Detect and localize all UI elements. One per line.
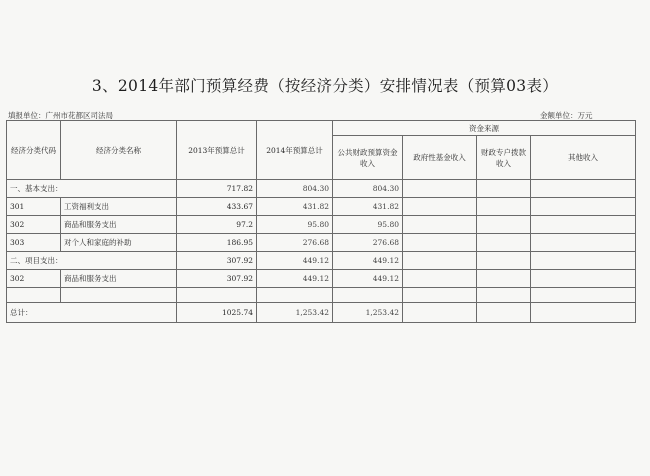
header-other: 其他收入 xyxy=(531,136,636,180)
total-row xyxy=(7,303,636,323)
row-budget-2014: 95.80 xyxy=(257,216,333,234)
header-special-account: 财政专户拨款收入 xyxy=(477,136,531,180)
row-gov-fund xyxy=(403,198,477,216)
total-label: 总计： xyxy=(7,303,177,323)
table-row xyxy=(7,270,636,288)
row-gov-fund xyxy=(403,234,477,252)
row-other xyxy=(531,198,636,216)
row-special-account xyxy=(477,252,531,270)
row-other xyxy=(531,270,636,288)
row-budget-2013: 97.2 xyxy=(177,216,257,234)
empty-cell xyxy=(257,288,333,303)
row-special-account xyxy=(477,198,531,216)
reporting-unit: 填报单位：广州市花都区司法局 xyxy=(8,111,113,120)
empty-cell xyxy=(477,288,531,303)
total-special-account xyxy=(477,303,531,323)
total-public-finance: 1,253.42 xyxy=(333,303,403,323)
total-budget-2014: 1,253.42 xyxy=(257,303,333,323)
empty-cell xyxy=(7,288,61,303)
header-public-finance: 公共财政预算资金收入 xyxy=(333,136,403,180)
total-gov-fund xyxy=(403,303,477,323)
row-budget-2014: 449.12 xyxy=(257,270,333,288)
row-name: 商品和服务支出 xyxy=(61,216,177,234)
empty-cell xyxy=(177,288,257,303)
row-special-account xyxy=(477,216,531,234)
empty-cell xyxy=(531,288,636,303)
row-gov-fund xyxy=(403,252,477,270)
header-gov-fund: 政府性基金收入 xyxy=(403,136,477,180)
row-code: 二、项目支出： xyxy=(7,252,177,270)
empty-cell xyxy=(403,288,477,303)
row-budget-2013: 717.82 xyxy=(177,180,257,198)
row-code: 一、基本支出： xyxy=(7,180,177,198)
row-gov-fund xyxy=(403,180,477,198)
header-budget-2013: 2013年预算总计 xyxy=(177,121,257,180)
row-public-finance: 431.82 xyxy=(333,198,403,216)
table-row xyxy=(7,198,636,216)
row-budget-2014: 804.30 xyxy=(257,180,333,198)
page-title: 3、2014年部门预算经费（按经济分类）安排情况表（预算03表） xyxy=(91,77,559,95)
row-name: 商品和服务支出 xyxy=(61,270,177,288)
total-other xyxy=(531,303,636,323)
row-public-finance: 449.12 xyxy=(333,252,403,270)
empty-cell xyxy=(333,288,403,303)
table-row xyxy=(7,216,636,234)
row-name: 工资福利支出 xyxy=(61,198,177,216)
row-other xyxy=(531,234,636,252)
header-funding-source: 资金来源 xyxy=(333,121,636,136)
row-budget-2014: 431.82 xyxy=(257,198,333,216)
row-budget-2013: 186.95 xyxy=(177,234,257,252)
table-row xyxy=(7,252,636,270)
row-special-account xyxy=(477,180,531,198)
row-other xyxy=(531,252,636,270)
header-budget-2014: 2014年预算总计 xyxy=(257,121,333,180)
row-gov-fund xyxy=(403,216,477,234)
row-other xyxy=(531,216,636,234)
row-code: 302 xyxy=(7,270,61,288)
budget-table xyxy=(6,120,636,323)
row-code: 303 xyxy=(7,234,61,252)
row-special-account xyxy=(477,270,531,288)
row-public-finance: 276.68 xyxy=(333,234,403,252)
row-public-finance: 449.12 xyxy=(333,270,403,288)
row-gov-fund xyxy=(403,270,477,288)
table-row xyxy=(7,234,636,252)
row-public-finance: 95.80 xyxy=(333,216,403,234)
row-code: 302 xyxy=(7,216,61,234)
table-row xyxy=(7,180,636,198)
row-budget-2013: 307.92 xyxy=(177,270,257,288)
row-budget-2014: 276.68 xyxy=(257,234,333,252)
row-budget-2013: 433.67 xyxy=(177,198,257,216)
row-name: 对个人和家庭的补助 xyxy=(61,234,177,252)
total-budget-2013: 1025.74 xyxy=(177,303,257,323)
row-budget-2014: 449.12 xyxy=(257,252,333,270)
header-code: 经济分类代码 xyxy=(7,121,61,180)
row-budget-2013: 307.92 xyxy=(177,252,257,270)
header-name: 经济分类名称 xyxy=(61,121,177,180)
row-public-finance: 804.30 xyxy=(333,180,403,198)
table-row-empty xyxy=(7,288,636,303)
amount-unit: 金额单位：万元 xyxy=(540,111,593,120)
empty-cell xyxy=(61,288,177,303)
row-other xyxy=(531,180,636,198)
row-special-account xyxy=(477,234,531,252)
row-code: 301 xyxy=(7,198,61,216)
